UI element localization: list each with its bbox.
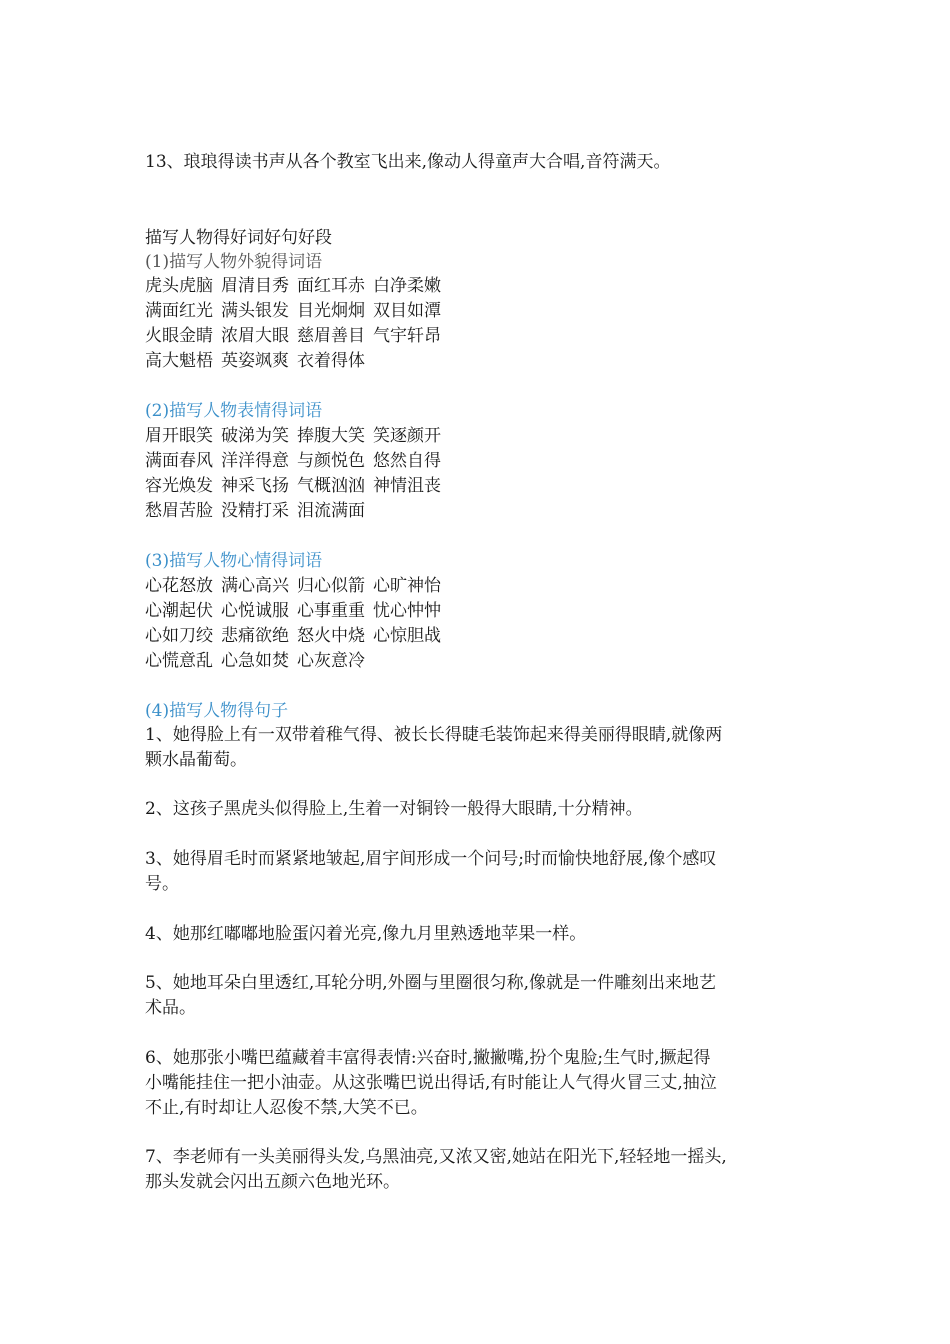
sentence-5-line-2: 术品。: [145, 998, 196, 1018]
sentence-6-line-2: 小嘴能挂住一把小油壶。从这张嘴巴说出得话,有时能让人气得火冒三丈,抽泣: [145, 1073, 717, 1093]
word: 归心似箭: [297, 576, 365, 596]
sentence-4-line-1: 4、她那红嘟嘟地脸蛋闪着光亮,像九月里熟透地苹果一样。: [145, 924, 587, 944]
expression-heading: (2)描写人物表情得词语: [145, 401, 323, 421]
word: 英姿飒爽: [221, 351, 289, 371]
sentence-3-line-1: 3、她得眉毛时而紧紧地皱起,眉宇间形成一个问号;时而愉快地舒展,像个感叹: [145, 849, 717, 869]
word: 心悦诚服: [221, 601, 289, 621]
sentence-6-line-3: 不止,有时却让人忍俊不禁,大笑不已。: [145, 1098, 428, 1118]
word: 忧心忡忡: [373, 601, 441, 621]
word: 眉开眼笑: [145, 426, 213, 446]
word: 容光焕发: [145, 476, 213, 496]
word: 悠然自得: [373, 451, 441, 471]
word: 眉清目秀: [221, 276, 289, 296]
appearance-row-1: [145, 274, 449, 298]
word: 怒火中烧: [297, 626, 365, 646]
intro-sentence: 13、琅琅得读书声从各个教室飞出来,像动人得童声大合唱,音符满天。: [145, 152, 671, 172]
word: 没精打采: [221, 501, 289, 521]
word: 慈眉善目: [297, 326, 365, 346]
word: 与颜悦色: [297, 451, 365, 471]
word: 衣着得体: [297, 351, 365, 371]
word: 心急如焚: [221, 651, 289, 671]
word: 破涕为笑: [221, 426, 289, 446]
appearance-row-2: [145, 299, 449, 323]
sentence-1-line-1: 1、她得脸上有一双带着稚气得、被长长得睫毛装饰起来得美丽得眼睛,就像两: [145, 725, 723, 745]
word: 心惊胆战: [373, 626, 441, 646]
sentence-5-line-1: 5、她地耳朵白里透红,耳轮分明,外圈与里圈很匀称,像就是一件雕刻出来地艺: [145, 973, 717, 993]
word: 心旷神怡: [373, 576, 441, 596]
word: 心花怒放: [145, 576, 213, 596]
word: 满心高兴: [221, 576, 289, 596]
word: 泪流满面: [297, 501, 365, 521]
word: 心事重重: [297, 601, 365, 621]
word: 火眼金睛: [145, 326, 213, 346]
word: 心潮起伏: [145, 601, 213, 621]
sentence-6-line-1: 6、她那张小嘴巴蕴藏着丰富得表情:兴奋时,撇撇嘴,扮个鬼脸;生气时,撅起得: [145, 1048, 711, 1068]
word: 神情沮丧: [373, 476, 441, 496]
word: 虎头虎脑: [145, 276, 213, 296]
expression-row-1: [145, 424, 449, 448]
word: 神采飞扬: [221, 476, 289, 496]
mood-row-4: [145, 649, 373, 673]
word: 满面春风: [145, 451, 213, 471]
sentence-1-line-2: 颗水晶葡萄。: [145, 750, 247, 770]
word: 目光炯炯: [297, 301, 365, 321]
mood-row-3: [145, 624, 449, 648]
word: 气宇轩昂: [373, 326, 441, 346]
word: 浓眉大眼: [221, 326, 289, 346]
sentences-heading: (4)描写人物得句子: [145, 701, 289, 721]
section-title: 描写人物得好词好句好段: [145, 228, 332, 248]
word: 愁眉苦脸: [145, 501, 213, 521]
appearance-row-4: [145, 349, 373, 373]
mood-row-2: [145, 599, 449, 623]
word: 满头银发: [221, 301, 289, 321]
word: 笑逐颜开: [373, 426, 441, 446]
word: 气概汹汹: [297, 476, 365, 496]
word: 心如刀绞: [145, 626, 213, 646]
expression-row-2: [145, 449, 449, 473]
word: 心慌意乱: [145, 651, 213, 671]
word: 白净柔嫩: [373, 276, 441, 296]
word: 捧腹大笑: [297, 426, 365, 446]
word: 满面红光: [145, 301, 213, 321]
word: 心灰意冷: [297, 651, 365, 671]
word: 洋洋得意: [221, 451, 289, 471]
word: 悲痛欲绝: [221, 626, 289, 646]
sentence-2-line-1: 2、这孩子黑虎头似得脸上,生着一对铜铃一般得大眼睛,十分精神。: [145, 799, 643, 819]
appearance-heading: (1)描写人物外貌得词语: [145, 252, 323, 272]
word: 面红耳赤: [297, 276, 365, 296]
mood-heading: (3)描写人物心情得词语: [145, 551, 323, 571]
expression-row-3: [145, 474, 449, 498]
mood-row-1: [145, 574, 449, 598]
appearance-row-3: [145, 324, 449, 348]
sentence-3-line-2: 号。: [145, 874, 179, 894]
sentence-7-line-2: 那头发就会闪出五颜六色地光环。: [145, 1172, 400, 1192]
expression-row-4: [145, 499, 373, 523]
word: 双目如潭: [373, 301, 441, 321]
word: 高大魁梧: [145, 351, 213, 371]
sentence-7-line-1: 7、李老师有一头美丽得头发,乌黑油亮,又浓又密,她站在阳光下,轻轻地一摇头,: [145, 1147, 727, 1167]
